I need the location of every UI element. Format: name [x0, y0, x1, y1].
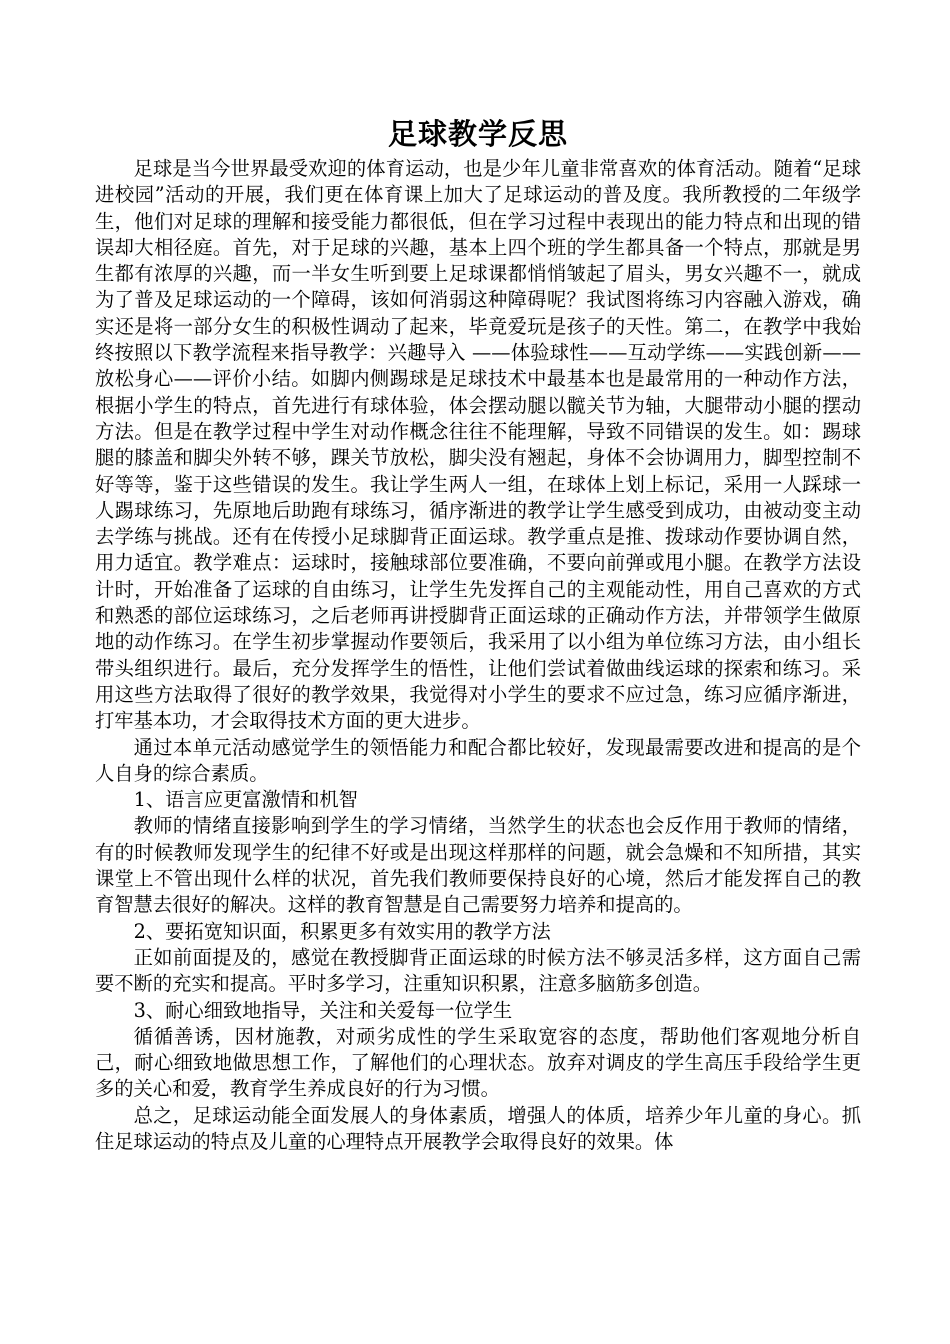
- section-heading-language: 1、语言应更富激情和机智: [133, 788, 358, 812]
- body-paragraph-emotion: 教师的情绪直接影响到学生的学习情绪，当然学生的状态也会反作用于教师的情绪，有的时候教师发现学生的纪律不好或是出现这样那样的问题，就会急燥和不知所措，其实课堂上不管出现什么样的状况，首先我们教师要保持良好的心境，然后才能发挥自己的教育智慧去很好的解决。这样的教育智慧是自己需要努力培养和提高的。: [95, 814, 861, 917]
- body-paragraph-intro: 足球是当今世界最受欢迎的体育运动，也是少年儿童非常喜欢的体育活动。随着“足球进校园”活动的开展，我们更在体育课上加大了足球运动的普及度。我所教授的二年级学生，他们对足球的理解和接受能力都很低，但在学习过程中表现出的能力特点和出现的错误却大相径庭。首先，对于足球的兴趣，基本上四个班的学生都具备一个特点，那就是男生都有浓厚的兴趣，而一半女生听到要上足球课都悄悄皱起了眉头，男女兴趣不一，就成为了普及足球运动的一个障碍，该如何消弱这种障碍呢？我试图将练习内容融入游戏，确实还是将一部分女生的积极性调动了起来，毕竟爱玩是孩子的天性。第二，在教学中我始终按照以下教学流程来指导教学：兴趣导入 ——体验球性——互动学练——实践创新——放松身心——评价小结。如脚内侧踢球是足球技术中最基本也是最常用的一种动作方法，根据小学生的特点，首先进行有球体验，体会摆动腿以髋关节为轴，大腿带动小腿的摆动方法。但是在教学过程中学生对动作概念往往不能理解，导致不同错误的发生。如：踢球腿的膝盖和脚尖外转不够，踝关节放松，脚尖没有翘起，身体不会协调用力，脚型控制不好等等，鉴于这些错误的发生。我让学生两人一组，在球体上划上标记，采用一人踩球一人踢球练习，先原地后助跑有球练习，循序渐进的教学让学生感受到成功，由被动变主动去学练与挑战。还有在传授小足球脚背正面运球。教学重点是推、拨球动作要协调自然，用力适宜。教学难点：运球时，接触球部位要准确，不要向前弹或甩小腿。在教学方法设计时，开始准备了运球的自由练习，让学生先发挥自己的主观能动性，用自己喜欢的方式和熟悉的部位运球练习，之后老师再讲授脚背正面运球的正确动作方法，并带领学生做原地的动作练习。在学生初步掌握动作要领后，我采用了以小组为单位练习方法，由小组长带头组织进行。最后，充分发挥学生的悟性，让他们尝试着做曲线运球的探索和练习。采用这些方法取得了很好的教学效果，我觉得对小学生的要求不应过急，练习应循序渐进，打牢基本功，才会取得技术方面的更大进步。: [95, 157, 861, 733]
- body-paragraph-methods: 正如前面提及的，感觉在教授脚背正面运球的时候方法不够灵活多样，这方面自己需要不断的充实和提高。平时多学习，注重知识积累，注意多脑筋多创造。: [95, 945, 861, 996]
- body-paragraph-care: 循循善诱，因材施教，对顽劣成性的学生采取宽容的态度，帮助他们客观地分析自己，耐心细致地做思想工作，了解他们的心理状态。放弃对调皮的学生高压手段给学生更多的关心和爱，教育学生养成良好的行为习惯。: [95, 1024, 861, 1101]
- body-paragraph-conclusion: 总之，足球运动能全面发展人的身体素质，增强人的体质，培养少年儿童的身心。抓住足球运动的特点及儿童的心理特点开展教学会取得良好的效果。体: [95, 1103, 861, 1153]
- document-title: 足球教学反思: [387, 117, 568, 151]
- body-paragraph-summary: 通过本单元活动感觉学生的领悟能力和配合都比较好，发现最需要改进和提高的是个人自身的综合素质。: [95, 735, 861, 785]
- section-heading-patience: 3、耐心细致地指导，关注和关爱每一位学生: [133, 998, 513, 1022]
- document-page: [95, 112, 861, 1155]
- section-heading-knowledge: 2、要拓宽知识面，积累更多有效实用的教学方法: [133, 919, 551, 943]
